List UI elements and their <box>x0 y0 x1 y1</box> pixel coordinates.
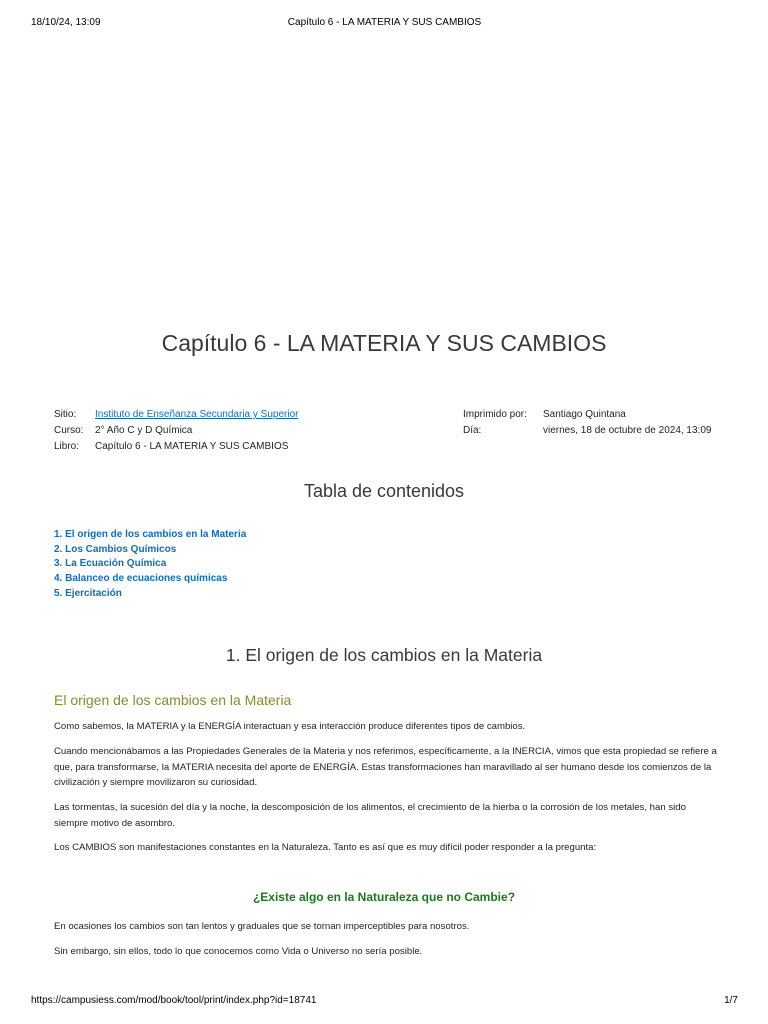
chapter-title: 1. El origen de los cambios en la Materia <box>225 645 543 665</box>
site-link[interactable]: Instituto de Enseñanza Secundaria y Superior <box>95 409 299 420</box>
book-title: Capítulo 6 - LA MATERIA Y SUS CAMBIOS <box>161 330 607 356</box>
info-row-course <box>54 423 414 439</box>
info-row-date <box>463 423 743 439</box>
toc-title: Tabla de contenidos <box>303 481 465 501</box>
toc-item[interactable]: 4. Balanceo de ecuaciones químicas <box>54 573 228 585</box>
toc-item[interactable]: 2. Los Cambios Químicos <box>54 543 177 555</box>
table-of-contents <box>54 528 246 601</box>
paragraph: Las tormentas, la sucesión del día y la noche, la descomposición de los alimentos, el crecimiento de la hierba o la corrosión de los metales, han sido siempre motivo de asombro. <box>54 802 686 829</box>
info-label-printed-by: Imprimido por: <box>463 409 527 420</box>
paragraph: Como sabemos, la MATERIA y la ENERGÍA interactuan y esa interacción produce diferentes tipos de cambios. <box>54 721 526 732</box>
info-value-printed-by: Santiago Quintana <box>543 409 626 420</box>
info-row-book <box>54 439 414 455</box>
paragraph: Cuando mencionábamos a las Propiedades Generales de la Materia y nos referimos, específicamente, a la INERCIA, vimos que esta propiedad se refiere a que, para transformarse, la MATERIA necesita del aporte de ENERGÍA. Estas transformaciones han maravillado al ser humano desde los comienzos de la civilización y siempre movilizaron su curiosidad. <box>54 746 717 788</box>
print-page-number: 1/7 <box>724 995 738 1006</box>
toc-item[interactable]: 1. El origen de los cambios en la Materia <box>54 529 247 540</box>
info-label-site: Sitio: <box>54 409 77 420</box>
toc-item[interactable]: 3. La Ecuación Química <box>54 558 167 570</box>
info-label-date: Día: <box>463 425 482 436</box>
paragraph: Sin embargo, sin ellos, todo lo que conocemos como Vida o Universo no sería posible. <box>54 946 423 957</box>
info-value-course: 2° Año C y D Química <box>95 425 193 436</box>
highlight-question: ¿Existe algo en la Naturaleza que no Cambie? <box>252 890 516 904</box>
print-url: https://campusiess.com/mod/book/tool/print/index.php?id=18741 <box>31 995 317 1006</box>
book-info-right <box>463 407 743 439</box>
book-info-left <box>54 407 414 455</box>
print-header <box>31 17 738 31</box>
paragraph: En ocasiones los cambios son tan lentos y graduales que se tornan imperceptibles para nosotros. <box>54 921 470 932</box>
info-value-book: Capítulo 6 - LA MATERIA Y SUS CAMBIOS <box>95 441 289 452</box>
section-title: El origen de los cambios en la Materia <box>54 692 292 708</box>
info-label-course: Curso: <box>54 425 84 436</box>
info-label-book: Libro: <box>54 441 80 452</box>
print-footer <box>31 995 738 1009</box>
print-page-title: Capítulo 6 - LA MATERIA Y SUS CAMBIOS <box>287 17 482 28</box>
print-datetime: 18/10/24, 13:09 <box>31 17 101 28</box>
paragraph: Los CAMBIOS son manifestaciones constantes en la Naturaleza. Tanto es así que es muy difícil poder responder a la pregunta: <box>54 842 597 853</box>
info-value-date: viernes, 18 de octubre de 2024, 13:09 <box>543 425 712 436</box>
info-row-printed-by <box>463 407 743 423</box>
info-row-site <box>54 407 414 423</box>
toc-item[interactable]: 5. Ejercitación <box>54 587 122 599</box>
